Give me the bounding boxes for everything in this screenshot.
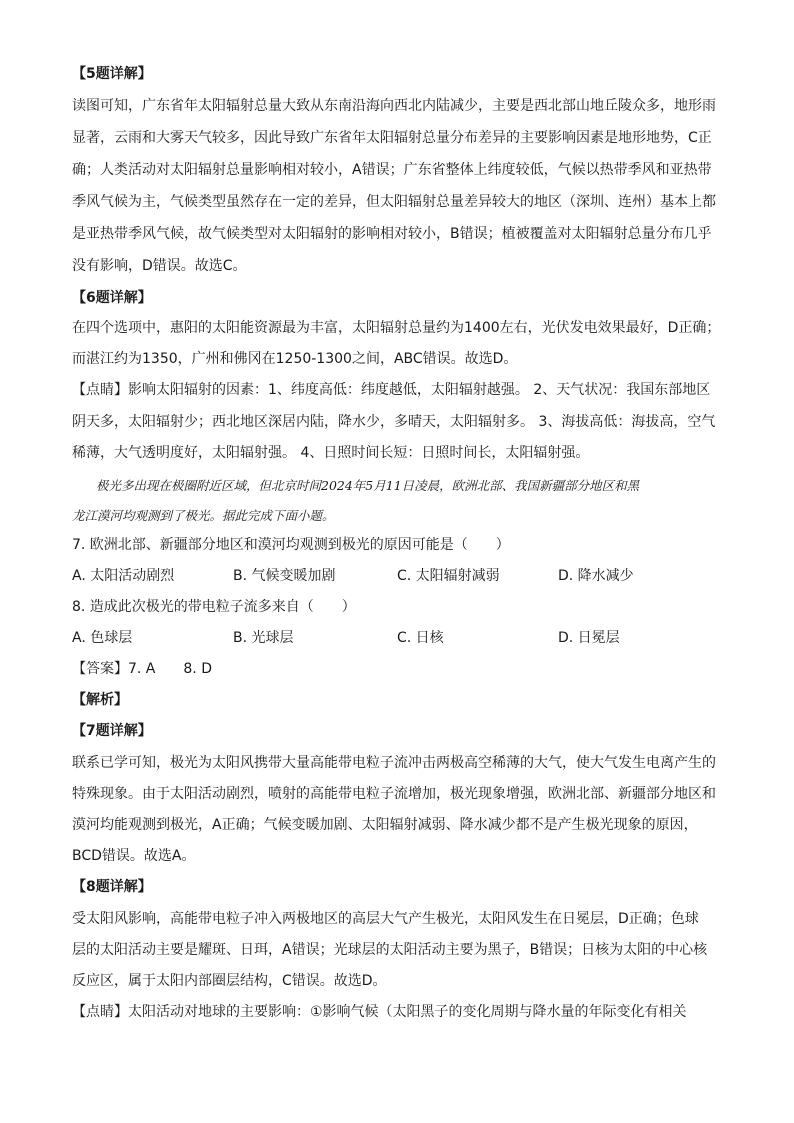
text-line: 联系已学可知，极光为太阳风携带大量高能带电粒子流冲击两极高空稀薄的大气，使大气发生电离产生的 [72, 755, 716, 771]
section-heading-6: 【6题详解】 [72, 290, 152, 306]
text-line: 没有影响，D错误。故选C。 [72, 258, 247, 274]
passage-line: 龙江漠河均观测到了极光。据此完成下面小题。 [72, 508, 335, 523]
q7-option-c: C. 太阳辐射减弱 [397, 568, 500, 584]
text-line: 是亚热带季风气候，故气候类型对太阳辐射的影响相对较小，B错误；植被覆盖对太阳辐射总量分布几乎 [72, 226, 712, 242]
q8-option-b: B. 光球层 [233, 630, 294, 646]
question-7-stem: 7. 欧洲北部、新疆部分地区和漠河均观测到极光的原因可能是（ ） [72, 537, 510, 553]
q8-option-a: A. 色球层 [72, 630, 133, 646]
q7-option-b: B. 气候变暖加剧 [233, 568, 336, 584]
text-line: 确；人类活动对太阳辐射总量影响相对较小，A错误；广东省整体上纬度较低，气候以热带季风和亚热带 [72, 162, 712, 178]
q8-option-d: D. 日冕层 [558, 630, 620, 646]
text-line: 读图可知，广东省年太阳辐射总量大致从东南沿海向西北内陆减少，主要是西北部山地丘陵众多，地形雨 [72, 98, 716, 114]
section-heading-7: 【7题详解】 [72, 723, 152, 739]
text-line: 受太阳风影响，高能带电粒子冲入两极地区的高层大气产生极光，太阳风发生在日冕层，D正确；色球 [72, 911, 699, 927]
text-line: 漠河均能观测到极光，A正确；气候变暖加剧、太阳辐射减弱、降水减少都不是产生极光现象的原因， [72, 817, 698, 833]
tip-line: 【点睛】影响太阳辐射的因素：1、纬度高低：纬度越低，太阳辐射越强。 2、天气状况：我国东部地区 [72, 382, 711, 398]
text-line: 显著，云雨和大雾天气较多，因此导致广东省年太阳辐射总量分布差异的主要影响因素是地形地势，C正 [72, 130, 712, 146]
q7-option-d: D. 降水减少 [558, 568, 634, 584]
text-line: BCD错误。故选A。 [72, 848, 196, 864]
tip-line: 【点睛】太阳活动对地球的主要影响：①影响气候（太阳黑子的变化周期与降水量的年际变化有相关 [72, 1004, 687, 1020]
tip-line: 阴天多，太阳辐射少；西北地区深居内陆，降水少，多晴天，太阳辐射多。 3、海拔高低：海拔高，空气 [72, 414, 716, 430]
question-8-stem: 8. 造成此次极光的带电粒子流多来自（ ） [72, 599, 356, 615]
q7-option-a: A. 太阳活动剧烈 [72, 568, 175, 584]
section-heading-8: 【8题详解】 [72, 879, 152, 895]
text-line: 层的太阳活动主要是耀斑、日珥，A错误；光球层的太阳活动主要为黑子，B错误；日核为太阳的中心核 [72, 942, 708, 958]
q8-option-c: C. 日核 [397, 630, 444, 646]
section-heading-5: 【5题详解】 [72, 66, 152, 82]
text-line: 反应区，属于太阳内部圈层结构，C错误。故选D。 [72, 973, 387, 989]
analysis-heading: 【解析】 [72, 692, 128, 708]
tip-line: 稀薄，大气透明度好，太阳辐射强。 4、日照时间长短：日照时间长，太阳辐射强。 [72, 445, 590, 461]
text-line: 而湛江约为1350，广州和佛冈在1250-1300之间，ABC错误。故选D。 [72, 351, 518, 367]
text-line: 特殊现象。由于太阳活动剧烈，喷射的高能带电粒子流增加，极光现象增强，欧洲北部、新疆部分地区和 [72, 786, 716, 802]
answer-line: 【答案】7. A 8. D [72, 661, 212, 677]
passage-line: 极光多出现在极圈附近区域，但北京时间2024年5月11日凌晨，欧洲北部、我国新疆部分地区和黑 [96, 478, 640, 493]
text-line: 在四个选项中，惠阳的太阳能资源最为丰富，太阳辐射总量约为1400左右，光伏发电效果最好，D正确； [72, 320, 721, 336]
text-line: 季风气候为主，气候类型虽然存在一定的差异，但太阳辐射总量差异较大的地区（深圳、连州）基本上都 [72, 194, 716, 210]
